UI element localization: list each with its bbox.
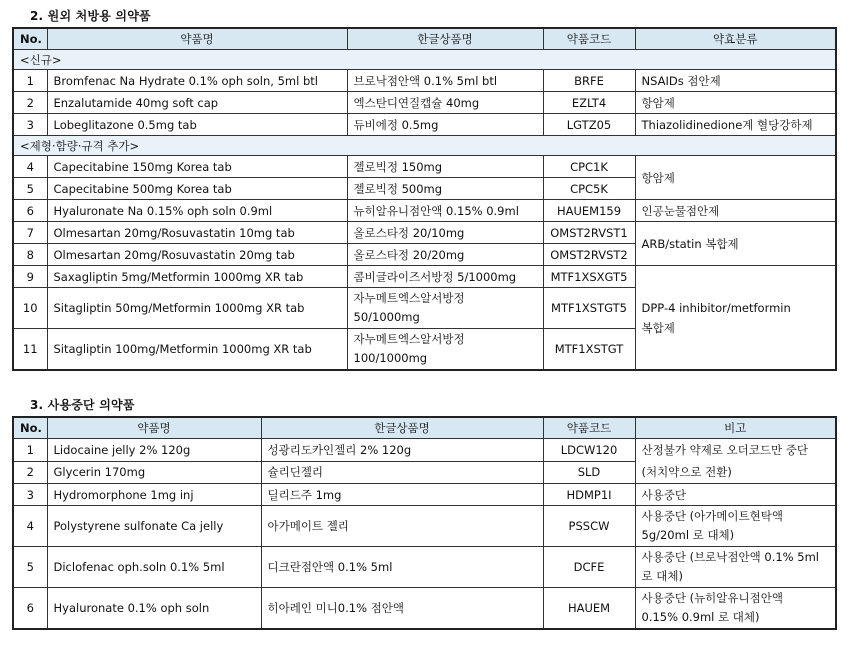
drug-class-line: DPP-4 inhibitor/metformin: [641, 300, 791, 315]
table-row: [13, 222, 836, 244]
note-line: (처치약으로 전환): [641, 465, 732, 479]
cell-drug-name: Olmesartan 20mg/Rosuvastatin 20mg tab: [47, 244, 347, 266]
cell-drug-code: PSSCW: [543, 506, 635, 547]
cell-korean-name: 올로스타정 20/10mg: [347, 222, 543, 244]
cell-korean-name: 엑스탄디연질캡슐 40mg: [347, 92, 543, 114]
cell-korean-name: 아가메이트 젤리: [261, 506, 543, 547]
header-drug-code: 약품코드: [543, 417, 635, 439]
korean-name-line: 100/1000mg: [353, 351, 428, 365]
cell-no: 1: [13, 70, 47, 92]
table-header-row: [13, 28, 836, 50]
table-row: [13, 484, 836, 506]
header-drug-class: 약효분류: [635, 28, 836, 50]
group-label-added: <제형·함량·규격 추가>: [13, 136, 836, 156]
cell-drug-code: OMST2RVST1: [543, 222, 635, 244]
cell-drug-name: Bromfenac Na Hydrate 0.1% oph soln, 5ml btl: [47, 70, 347, 92]
cell-korean-name: 젤로빅정 150mg: [347, 156, 543, 178]
header-drug-name: 약품명: [47, 28, 347, 50]
table-row: [13, 266, 836, 288]
header-note: 비고: [635, 417, 836, 439]
header-drug-name: 약품명: [47, 417, 261, 439]
cell-drug-class: Thiazolidinedione계 혈당강하제: [635, 114, 836, 136]
cell-no: 6: [13, 588, 47, 630]
cell-korean-name: 올로스타정 20/20mg: [347, 244, 543, 266]
note-line: 로 대체): [641, 569, 683, 583]
korean-name-line: 자누메트엑스알서방정: [353, 332, 465, 346]
cell-drug-name: Capecitabine 500mg Korea tab: [47, 178, 347, 200]
cell-drug-name: Lidocaine jelly 2% 120g: [47, 439, 261, 462]
cell-drug-code: CPC5K: [543, 178, 635, 200]
table-header-row: [13, 417, 836, 439]
cell-drug-name: Capecitabine 150mg Korea tab: [47, 156, 347, 178]
cell-drug-code: LGTZ05: [543, 114, 635, 136]
table-row: [13, 439, 836, 462]
cell-note: [635, 547, 836, 588]
cell-no: 2: [13, 92, 47, 114]
cell-korean-name: 디크란점안액 0.1% 5ml: [261, 547, 543, 588]
cell-drug-class: ARB/statin 복합제: [635, 222, 836, 266]
cell-no: 10: [13, 288, 47, 329]
note-line: 0.15% 0.9ml 로 대체): [641, 610, 760, 624]
cell-drug-class: 항암제: [635, 156, 836, 200]
cell-no: 5: [13, 178, 47, 200]
cell-drug-code: MTF1XSXGT5: [543, 266, 635, 288]
cell-drug-name: Polystyrene sulfonate Ca jelly: [47, 506, 261, 547]
discontinued-drug-table: [12, 416, 837, 630]
cell-drug-code: LDCW120: [543, 439, 635, 462]
table-row: [13, 588, 836, 630]
header-no: No.: [13, 417, 47, 439]
cell-korean-name: 듀비에정 0.5mg: [347, 114, 543, 136]
cell-korean-name: 슐리딘젤리: [261, 461, 543, 484]
cell-drug-name: Sitagliptin 100mg/Metformin 1000mg XR tab: [47, 329, 347, 371]
cell-note: [635, 588, 836, 630]
cell-drug-name: Olmesartan 20mg/Rosuvastatin 10mg tab: [47, 222, 347, 244]
cell-korean-name: 브로낙점안액 0.1% 5ml btl: [347, 70, 543, 92]
cell-no: 11: [13, 329, 47, 371]
cell-drug-code: HDMP1I: [543, 484, 635, 506]
cell-drug-name: Hydromorphone 1mg inj: [47, 484, 261, 506]
header-no: No.: [13, 28, 47, 50]
cell-no: 5: [13, 547, 47, 588]
cell-no: 4: [13, 506, 47, 547]
table-row: [13, 114, 836, 136]
cell-drug-name: Hyaluronate Na 0.15% oph soln 0.9ml: [47, 200, 347, 222]
cell-korean-name: 뉴히알유니점안액 0.15% 0.9ml: [347, 200, 543, 222]
cell-drug-code: HAUEM: [543, 588, 635, 630]
note-line: 사용중단 (뉴히알유니점안액: [641, 591, 783, 605]
cell-drug-name: Enzalutamide 40mg soft cap: [47, 92, 347, 114]
note-line: 산정불가 약제로 오더코드만 중단: [641, 443, 808, 457]
cell-drug-name: Diclofenac oph.soln 0.1% 5ml: [47, 547, 261, 588]
drug-class-line: 복합제: [641, 320, 675, 335]
cell-drug-class: 항암제: [635, 92, 836, 114]
table-row: [13, 156, 836, 178]
cell-note: 사용중단: [635, 484, 836, 506]
table-row: [13, 70, 836, 92]
cell-drug-code: CPC1K: [543, 156, 635, 178]
table-row: [13, 92, 836, 114]
cell-no: 3: [13, 484, 47, 506]
cell-no: 9: [13, 266, 47, 288]
cell-drug-class: 인공눈물점안제: [635, 200, 836, 222]
cell-korean-name: 젤로빅정 500mg: [347, 178, 543, 200]
korean-name-line: 50/1000mg: [353, 310, 420, 324]
cell-drug-code: HAUEM159: [543, 200, 635, 222]
cell-no: 6: [13, 200, 47, 222]
table-row: [13, 200, 836, 222]
cell-drug-code: OMST2RVST2: [543, 244, 635, 266]
note-line: 사용중단 (아가메이트현탁액: [641, 509, 783, 523]
group-row-new: [13, 50, 836, 70]
section-2-title: 2. 원외 처방용 의약품: [30, 9, 151, 23]
note-line: 5g/20ml 로 대체): [641, 528, 735, 542]
cell-korean-name: 콤비글라이즈서방정 5/1000mg: [347, 266, 543, 288]
korean-name-line: 자누메트엑스알서방정: [353, 291, 465, 305]
cell-no: 4: [13, 156, 47, 178]
cell-drug-code: DCFE: [543, 547, 635, 588]
cell-note: [635, 439, 836, 484]
group-row-added: [13, 136, 836, 156]
outpatient-drug-table: [12, 27, 837, 371]
cell-no: 8: [13, 244, 47, 266]
section-3-title: 3. 사용중단 의약품: [30, 398, 135, 412]
cell-korean-name: 히아레인 미니0.1% 점안액: [261, 588, 543, 630]
cell-drug-name: Lobeglitazone 0.5mg tab: [47, 114, 347, 136]
cell-drug-name: Saxagliptin 5mg/Metformin 1000mg XR tab: [47, 266, 347, 288]
cell-korean-name: [347, 329, 543, 371]
group-label-new: <신규>: [13, 50, 836, 70]
header-drug-code: 약품코드: [543, 28, 635, 50]
cell-no: 1: [13, 439, 47, 462]
cell-no: 3: [13, 114, 47, 136]
table-row: [13, 547, 836, 588]
cell-no: 2: [13, 461, 47, 484]
cell-drug-class: [635, 266, 836, 371]
cell-drug-code: MTF1XSTGT: [543, 329, 635, 371]
cell-drug-class: NSAIDs 점안제: [635, 70, 836, 92]
cell-korean-name: [347, 288, 543, 329]
note-line: 사용중단 (브로낙점안액 0.1% 5ml: [641, 550, 819, 564]
cell-no: 7: [13, 222, 47, 244]
cell-drug-name: Sitagliptin 50mg/Metformin 1000mg XR tab: [47, 288, 347, 329]
cell-drug-name: Glycerin 170mg: [47, 461, 261, 484]
header-korean-name: 한글상품명: [261, 417, 543, 439]
header-korean-name: 한글상품명: [347, 28, 543, 50]
cell-note: [635, 506, 836, 547]
cell-drug-code: MTF1XSTGT5: [543, 288, 635, 329]
cell-drug-code: EZLT4: [543, 92, 635, 114]
cell-korean-name: 딜리드주 1mg: [261, 484, 543, 506]
cell-korean-name: 성광리도카인젤리 2% 120g: [261, 439, 543, 462]
cell-drug-name: Hyaluronate 0.1% oph soln: [47, 588, 261, 630]
cell-drug-code: BRFE: [543, 70, 635, 92]
cell-drug-code: SLD: [543, 461, 635, 484]
table-row: [13, 506, 836, 547]
